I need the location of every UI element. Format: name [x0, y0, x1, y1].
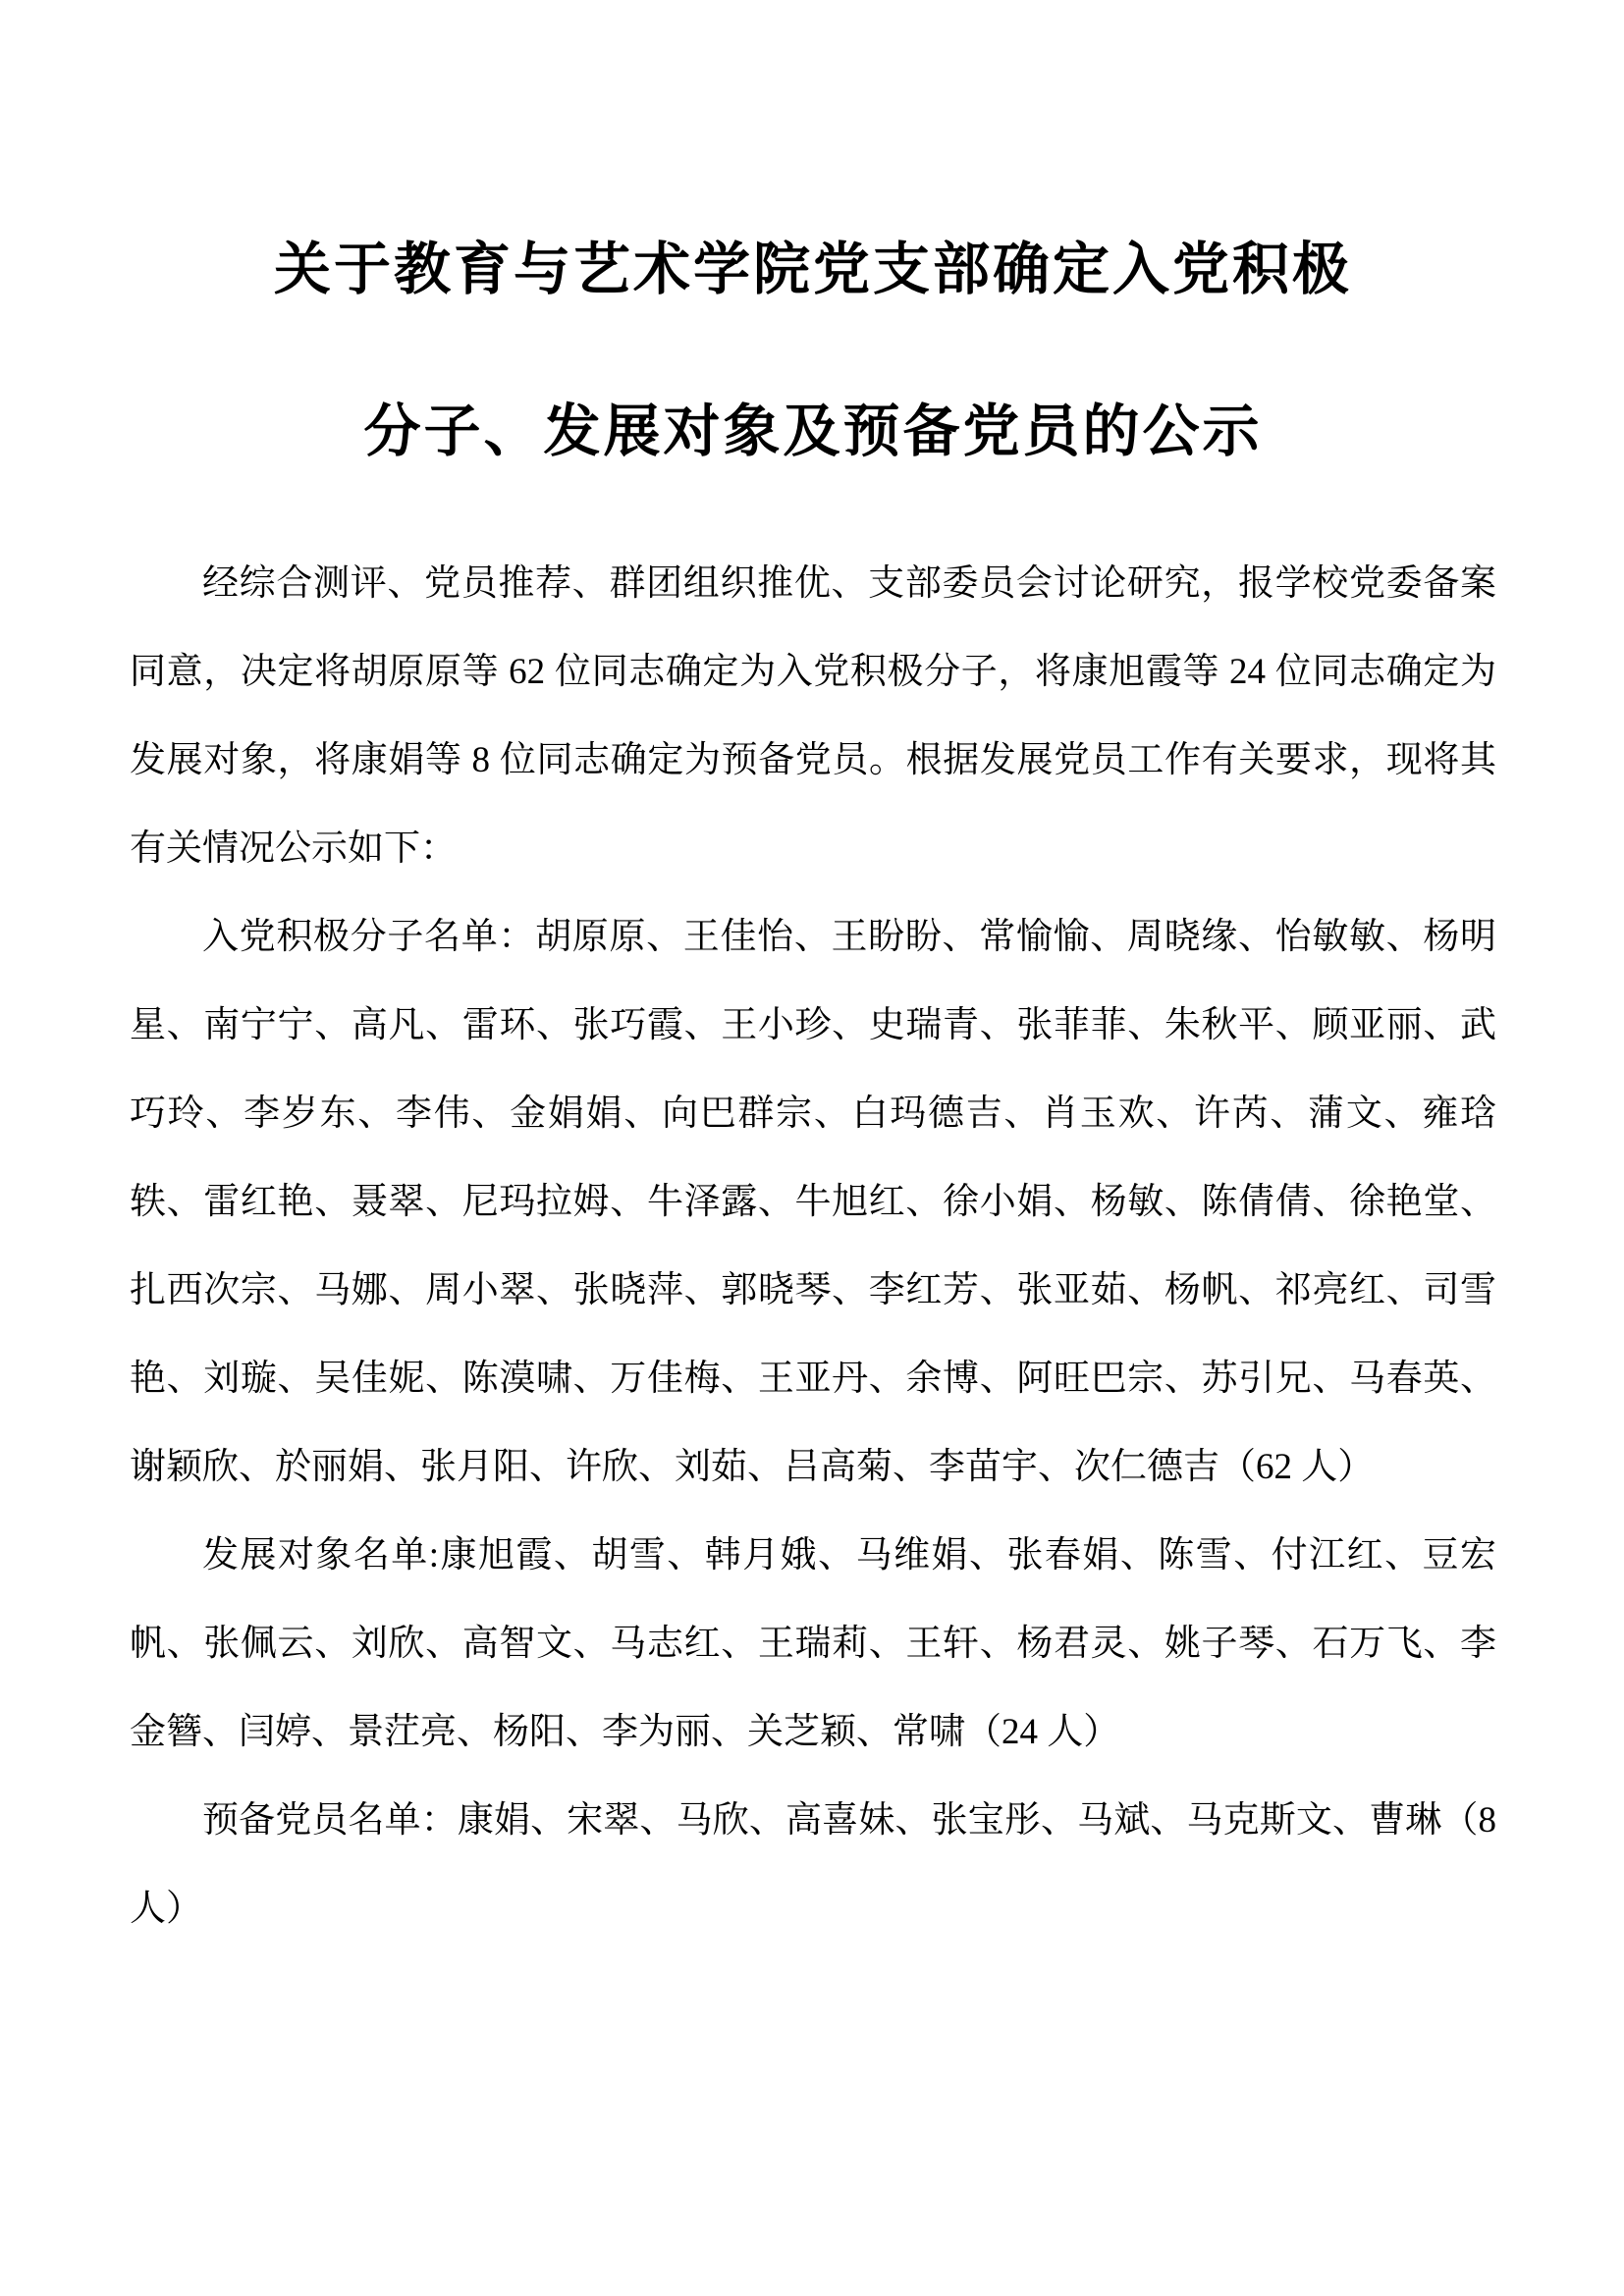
probationary-members-list-paragraph: 预备党员名单：康娟、宋翠、马欣、高喜妹、张宝彤、马斌、马克斯文、曹琳（8 人） [130, 1800, 1496, 1929]
development-targets-list-paragraph: 发展对象名单:康旭霞、胡雪、韩月娥、马维娟、张春娟、陈雪、付江红、豆宏帆、张佩云、刘欣、高智文、马志红、王瑞莉、王轩、杨君灵、姚子琴、石万飞、李金簪、闫婷、景茳亮、杨阳、李为丽、关芝颖、常啸（24 人） [130, 1535, 1496, 1752]
title-line-1: 关于教育与艺术学院党支部确定入党积极 [273, 238, 1352, 301]
intro-paragraph: 经综合测评、党员推荐、群团组织推优、支部委员会讨论研究，报学校党委备案同意，决定将胡原原等 62 位同志确定为入党积极分子，将康旭霞等 24 位同志确定为发展对象，将康娟等 8 位同志确定为预备党员。根据发展党员工作有关要求，现将其有关情况公示如下： [130, 563, 1496, 869]
document-title [130, 188, 1496, 512]
title-line-2: 分子、发展对象及预备党员的公示 [363, 400, 1263, 463]
activist-candidates-list-paragraph: 入党积极分子名单：胡原原、王佳怡、王盼盼、常愉愉、周晓缘、怡敏敏、杨明星、南宁宁、高凡、雷环、张巧霞、王小珍、史瑞青、张菲菲、朱秋平、顾亚丽、武巧玲、李岁东、李伟、金娟娟、向巴群宗、白玛德吉、肖玉欢、许芮、蒲文、雍琀轶、雷红艳、聂翠、尼玛拉姆、牛泽露、牛旭红、徐小娟、杨敏、陈倩倩、徐艳堂、扎西次宗、马娜、周小翠、张晓萍、郭晓琴、李红芳、张亚茹、杨帆、祁亮红、司雪艳、刘璇、吴佳妮、陈漠啸、万佳梅、王亚丹、余博、阿旺巴宗、苏引兄、马春英、谢颖欣、於丽娟、张月阳、许欣、刘茹、吕高菊、李苗宇、次仁德吉（62 人） [130, 917, 1496, 1487]
